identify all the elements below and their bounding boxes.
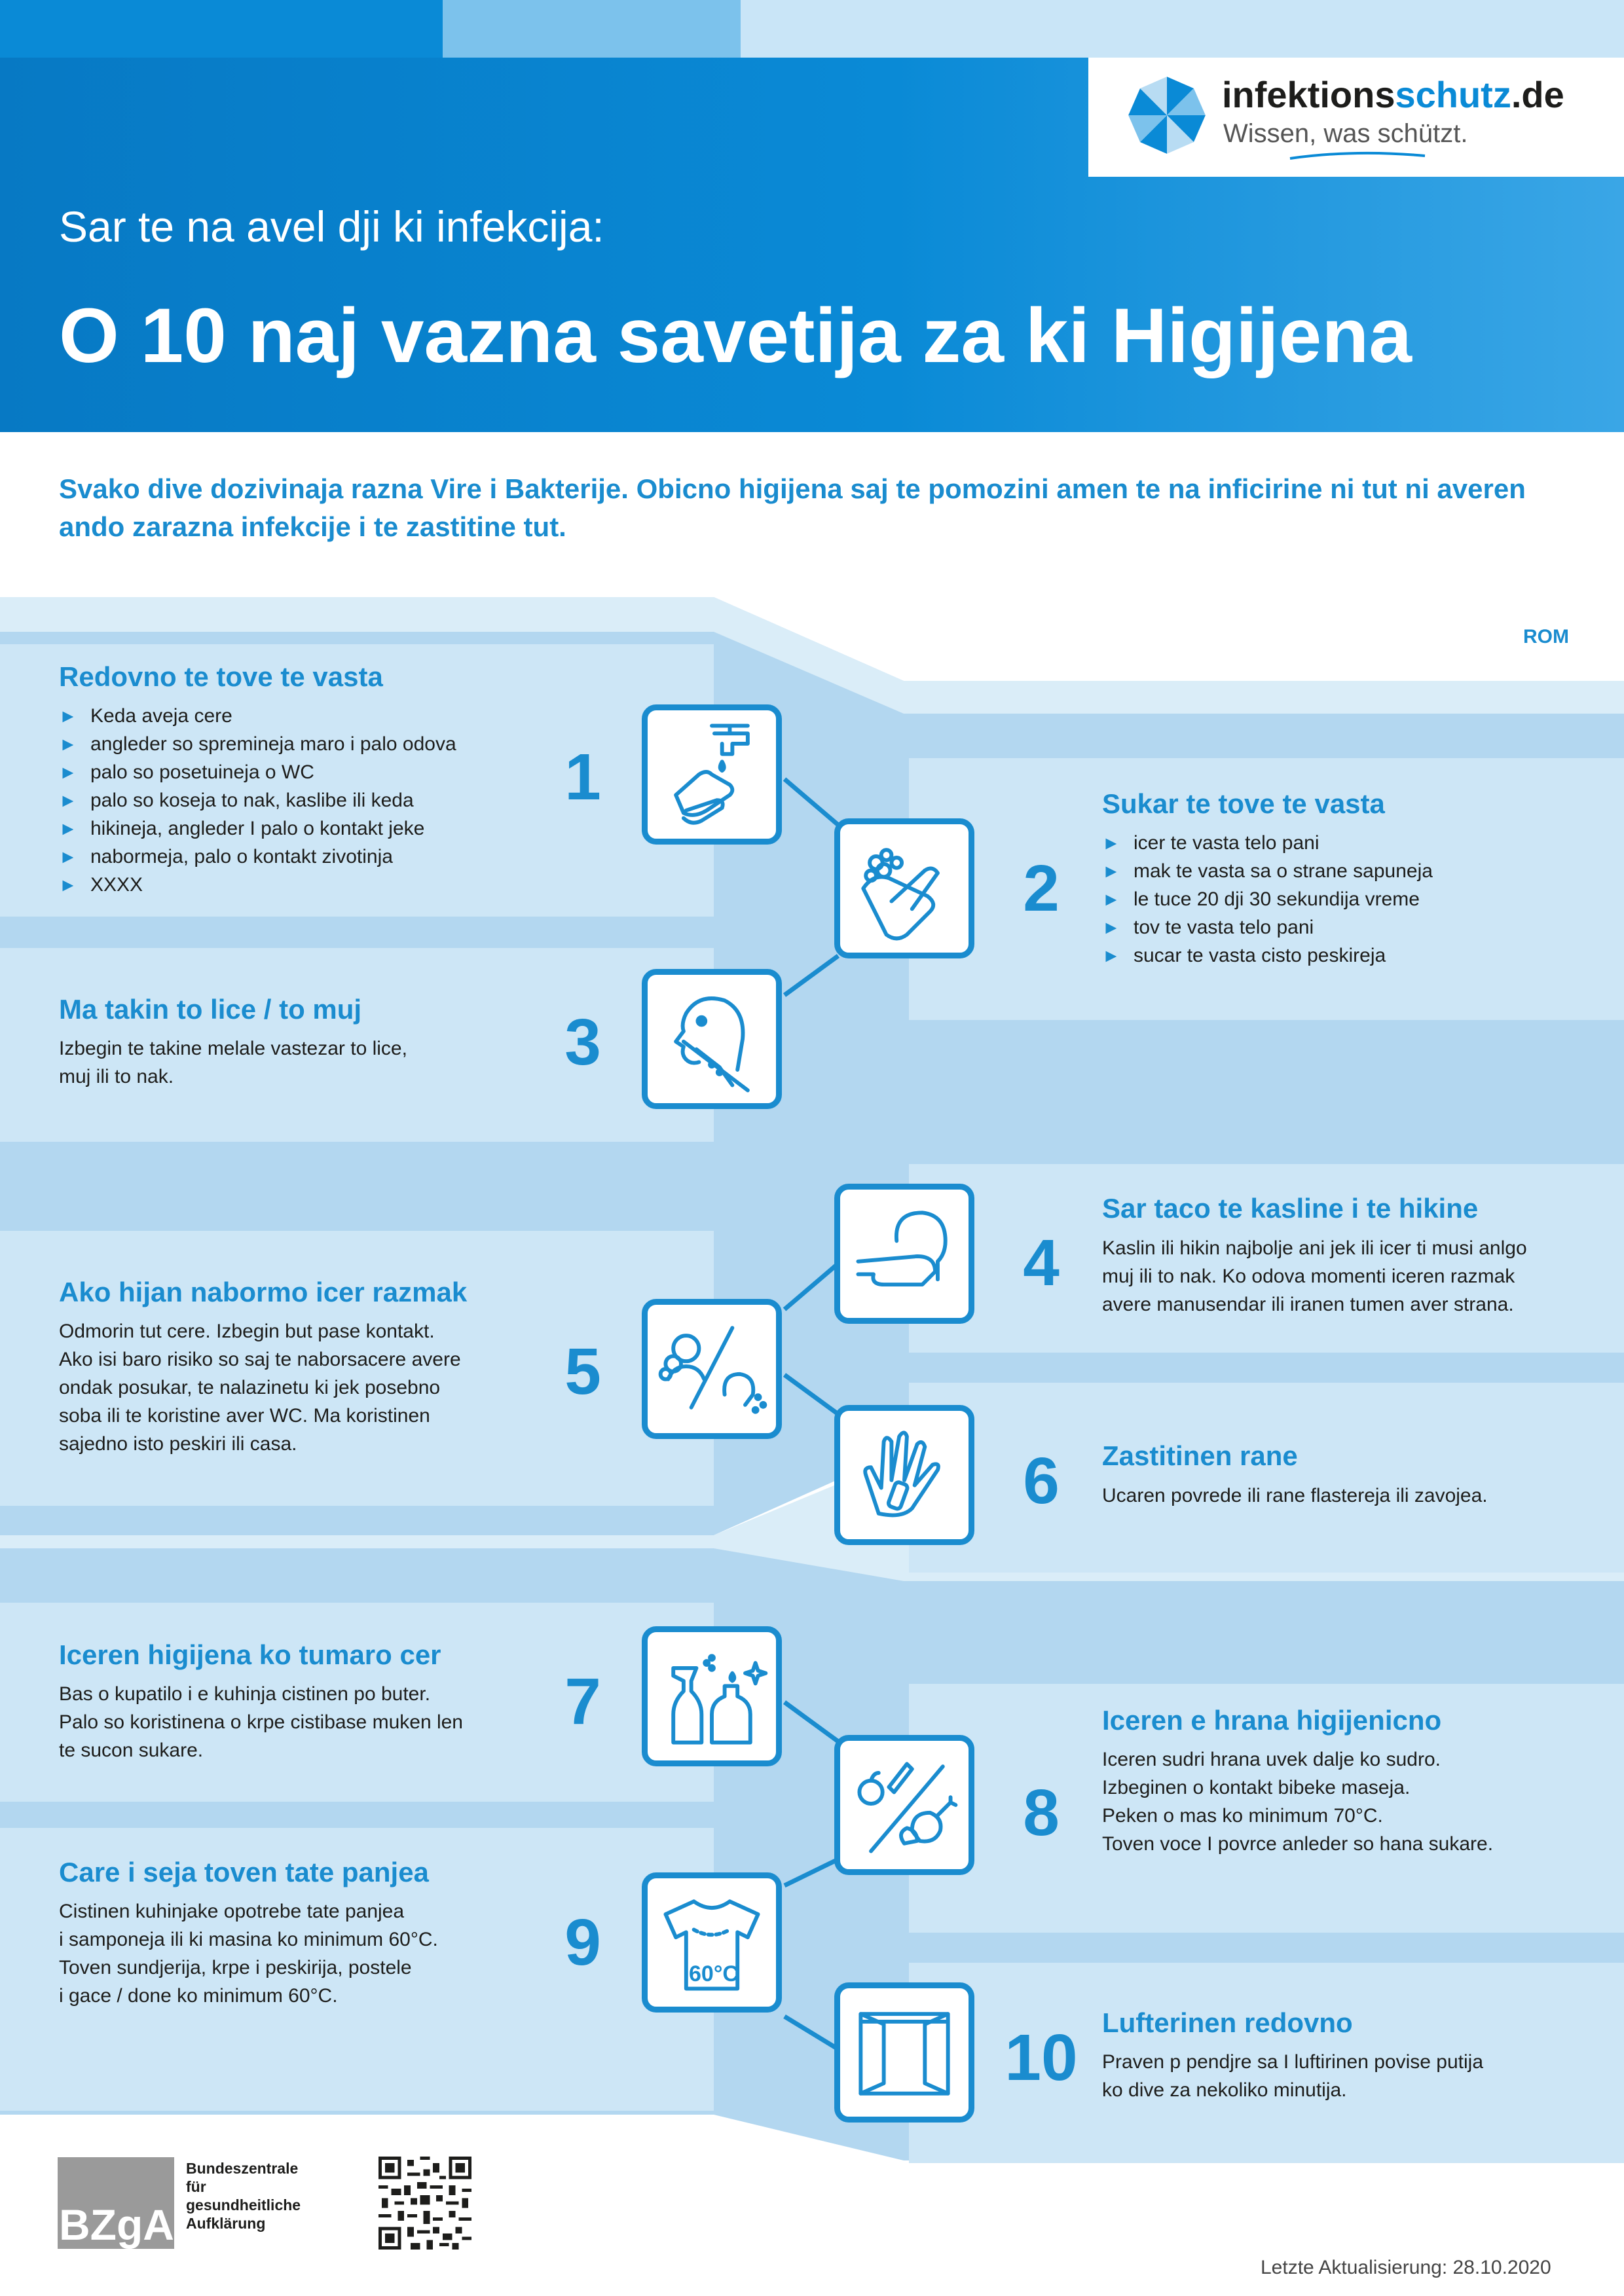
tip-2-item: ► le tuce 20 dji 30 sekundija vreme [1102, 885, 1433, 913]
tip-6-number: 6 [1023, 1444, 1060, 1518]
tip-5-line: ondak posukar, te nalazinetu ki jek posebno [59, 1377, 441, 1398]
tip-8-line: Toven voce I povrce anleder so hana sukare. [1102, 1833, 1494, 1855]
food-hygiene-icon [834, 1735, 974, 1875]
last-update-date: Letzte Aktualisierung: 28.10.2020 [1261, 2257, 1551, 2278]
org-name-line: Aufklärung [186, 2215, 266, 2232]
tip-3-line: muj ili to nak. [59, 1066, 174, 1087]
tip-7-title: Iceren higijena ko tumaro cer [59, 1639, 441, 1670]
tip-10-text [1102, 2048, 1483, 2104]
tip-8-line: Peken o mas ko minimum 70°C. [1102, 1805, 1383, 1827]
tip-1-item: ► hikineja, angleder I palo o kontakt jeke [59, 814, 456, 843]
tshirt-60c-icon [642, 1872, 782, 2013]
tip-7-line: te sucon sukare. [59, 1740, 204, 1761]
org-name-line: Bundeszentrale [186, 2160, 299, 2177]
tip-4-line: avere manusendar ili iranen tumen aver strana. [1102, 1294, 1514, 1315]
tip-2-list [1102, 829, 1433, 970]
tip-3-title: Ma takin to lice / to muj [59, 994, 362, 1025]
tip-10-title: Lufterinen redovno [1102, 2007, 1353, 2038]
tip-8-line: Izbeginen o kontakt bibeke maseja. [1102, 1777, 1411, 1798]
tip-3-line: Izbegin te takine melale vastezar to lice, [59, 1038, 407, 1059]
tip-3-number: 3 [564, 1006, 601, 1079]
tip-1-item: ► palo so koseja to nak, kaslibe ili keda [59, 786, 456, 814]
tip-1-item: ► XXXX [59, 871, 456, 899]
tip-9-text [59, 1897, 438, 2010]
sick-distance-icon [642, 1299, 782, 1439]
tip-4-line: muj ili to nak. Ko odova momenti iceren razmak [1102, 1266, 1515, 1287]
tip-5-number: 5 [564, 1335, 601, 1408]
tip-5-line: Odmorin tut cere. Izbegin but pase kontakt. [59, 1321, 435, 1342]
tip-9-number: 9 [564, 1906, 601, 1979]
tip-9-line: Cistinen kuhinjake opotrebe tate panjea [59, 1901, 405, 1922]
tip-7-text [59, 1680, 463, 1764]
tip-1-title: Redovno te tove te vasta [59, 661, 383, 692]
tip-7-line: Bas o kupatilo i e kuhinja cistinen po buter. [59, 1683, 431, 1705]
org-name-line: für [186, 2178, 206, 2195]
tip-4-line: Kaslin ili hikin najbolje ani jek ili icer ti musi anlgo [1102, 1237, 1527, 1259]
tip-2-title: Sukar te tove te vasta [1102, 788, 1385, 819]
tip-7-number: 7 [564, 1665, 601, 1738]
tip-5-line: sajedno isto peskiri ili casa. [59, 1433, 297, 1455]
sneeze-elbow-icon [834, 1184, 974, 1324]
tip-5-title: Ako hijan nabormo icer razmak [59, 1277, 468, 1307]
tip-10-line: Praven p pendjre sa I luftirinen povise putija [1102, 2051, 1484, 2073]
tip-7-line: Palo so koristinena o krpe cistibase muken len [59, 1711, 463, 1733]
intro-text: Svako dive dozivinaja razna Vire i Bakterije. Obicno higijena saj te pomozini amen te na inficirine ni tut ni averen ando zarazna infekcije i te zastitine tut. [59, 473, 1526, 542]
tip-10-number: 10 [1005, 2021, 1078, 2094]
logo-part-2: schutz [1395, 74, 1511, 115]
bzga-org-name [186, 2159, 356, 2232]
tip-9-line: Toven sundjerija, krpe i peskirija, postele [59, 1957, 412, 1978]
hand-washing-tap-icon [642, 704, 782, 845]
tip-10-line: ko dive za nekoliko minutija. [1102, 2079, 1347, 2101]
no-touch-face-icon [642, 969, 782, 1109]
tip-1-item: ► palo so posetuineja o WC [59, 758, 456, 786]
tip-4-title: Sar taco te kasline i te hikine [1102, 1193, 1479, 1224]
tip-2-item: ► sucar te vasta cisto peskireja [1102, 941, 1433, 970]
logo-part-3: .de [1511, 74, 1564, 115]
logo-part-1: infektions [1222, 74, 1395, 115]
tip-6-title: Zastitinen rane [1102, 1440, 1298, 1471]
tip-2-number: 2 [1023, 852, 1060, 925]
page-subtitle: Sar te na avel dji ki infekcija: [59, 202, 604, 251]
tip-2-item: ► mak te vasta sa o strane sapuneja [1102, 857, 1433, 885]
tip-6-line: Ucaren povrede ili rane flastereja ili zavojea. [1102, 1485, 1488, 1506]
tip-4-text [1102, 1234, 1527, 1319]
tip-5-text [59, 1317, 461, 1458]
page-title: O 10 naj vazna savetija za ki Higijena [59, 293, 1412, 379]
tip-8-line: Iceren sudri hrana uvek dalje ko sudro. [1102, 1749, 1441, 1770]
tip-8-title: Iceren e hrana higijenicno [1102, 1705, 1442, 1736]
tip-1-list [59, 702, 456, 899]
tip-9-title: Care i seja toven tate panjea [59, 1857, 429, 1887]
tip-2-item: ► icer te vasta telo pani [1102, 829, 1433, 857]
tip-6-text [1102, 1482, 1488, 1510]
tip-8-number: 8 [1023, 1776, 1060, 1850]
tip-1-item: ► nabormeja, palo o kontakt zivotinja [59, 843, 456, 871]
tip-1-item: ► Keda aveja cere [59, 702, 456, 730]
bzga-logo-text: BZgA [59, 2200, 174, 2249]
tip-1-item: ► angleder so spremineja maro i palo odova [59, 730, 456, 758]
language-code: ROM [1523, 626, 1569, 647]
soapy-hands-icon [834, 818, 974, 958]
logo-tagline: Wissen, was schützt. [1223, 119, 1468, 148]
tip-3-text [59, 1034, 407, 1091]
org-name-line: gesundheitliche [186, 2196, 301, 2214]
tip-9-line: i gace / done ko minimum 60°C. [59, 1985, 338, 2007]
tip-4-number: 4 [1023, 1226, 1060, 1300]
tip-9-line: i samponeja ili ki masina ko minimum 60°C. [59, 1929, 438, 1950]
tip-8-text [1102, 1745, 1493, 1858]
tshirt-temp-label: 60°C [689, 1961, 739, 1986]
cleaning-bottles-icon [642, 1626, 782, 1766]
tip-5-line: Ako isi baro risiko so saj te naborsacere avere [59, 1349, 461, 1370]
tip-2-item: ► tov te vasta telo pani [1102, 913, 1433, 941]
bandaged-hand-icon [834, 1405, 974, 1545]
open-window-icon [834, 1982, 974, 2123]
tip-1-number: 1 [564, 740, 601, 814]
qr-code-icon[interactable] [378, 2157, 471, 2250]
tip-5-line: soba ili te koristine aver WC. Ma koristinen [59, 1405, 430, 1427]
